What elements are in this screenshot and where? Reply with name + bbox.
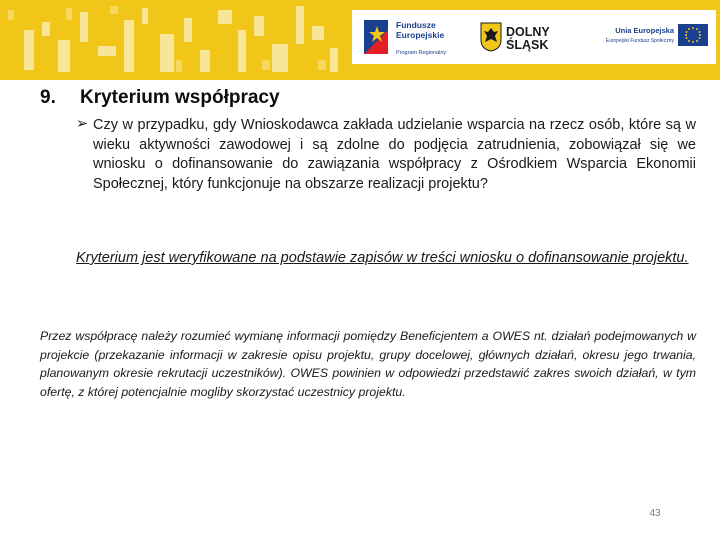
unia-logo-title: Unia Europejska bbox=[615, 26, 674, 35]
unia-europejska-logo bbox=[590, 20, 708, 56]
logo-panel bbox=[352, 10, 716, 64]
page-number: 43 bbox=[649, 508, 661, 519]
eagle-crest-icon bbox=[480, 22, 502, 52]
fundusze-logo-subtitle: Program Regionalny bbox=[396, 50, 447, 56]
unia-logo-subtitle: Europejski Fundusz Społeczny bbox=[605, 38, 674, 44]
slide-title bbox=[40, 87, 280, 109]
criterion-text: Kryterium jest weryfikowane na podstawie zapisów w treści wniosku o dofinansowanie projektu. bbox=[76, 250, 689, 266]
title-number: 9. bbox=[40, 87, 56, 108]
explanation-text: Przez współpracę należy rozumieć wymianę informacji pomiędzy Beneficjentem a OWES nt. działań podejmowanych w projekcie (przekazanie informacji w zakresie opisu projektu, grupy docelowej, głównych działań, okresu jego trwania, planowanym okresie rekrutacji uczestników). OWES powinien w odpowiedzi przedstawić zakres swoich działań, w tym ofertę, z której potencjalnie mogliby skorzystać uczestnicy projektu. bbox=[40, 329, 696, 399]
dolny-slask-logo-text: DOLNY ŚLĄSK bbox=[506, 25, 550, 52]
title-text: Kryterium współpracy bbox=[80, 87, 280, 108]
fundusze-logo-text: Fundusze Europejskie bbox=[396, 20, 445, 40]
eu-flag-icon bbox=[678, 24, 708, 46]
header-band bbox=[0, 0, 720, 80]
fundusze-europejskie-logo bbox=[362, 18, 472, 58]
fundusze-star-icon bbox=[362, 18, 392, 56]
dolny-slask-logo bbox=[480, 18, 560, 58]
question-text: Czy w przypadku, gdy Wnioskodawca zakłada udzielanie wsparcia na rzecz osób, które są w wieku aktywności zawodowej i są zdolne do podjęcia zatrudnienia, zobowiązał się we wniosku o dofinansowanie do zawiązania współpracy z Ośrodkiem Wsparcia Ekonomii Społecznej, który funkcjonuje na obszarze realizacji projektu? bbox=[93, 117, 696, 192]
question-block bbox=[76, 116, 696, 194]
arrow-bullet-icon: ➢ bbox=[76, 116, 89, 132]
